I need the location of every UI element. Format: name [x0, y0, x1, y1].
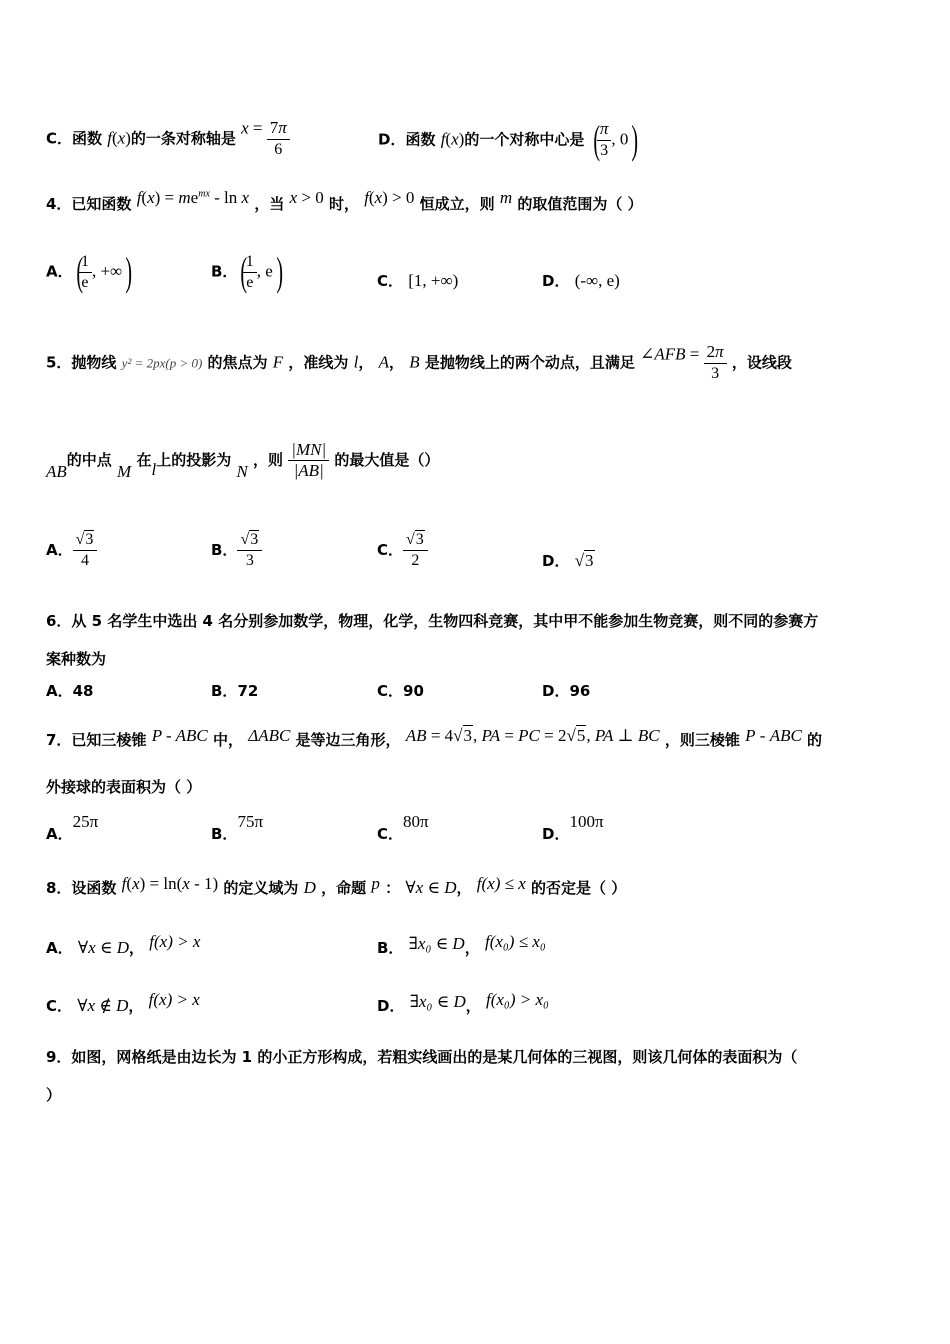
q3-option-d: D．函数 f(x)的一个对称中心是 ( $\frac{\pi}{3}$ , 0): [378, 117, 639, 162]
q6-option-b: B．72: [211, 682, 259, 700]
q4-option-b: B．( $\frac{1}{e}$ , e): [211, 249, 283, 294]
q8-option-c: C． ∀x ∉ D， f(x) > x: [46, 990, 200, 1015]
q4-stem: 4．已知函数 $f(x) = me^{mx} - \ln x$ ，当 x > 0 时， f(x) > 0 恒成立，则 m 的取值范围为（ ）: [46, 188, 643, 213]
q4-option-c: C． [1, +∞): [377, 271, 459, 290]
q7-stem-line1: 7．已知三棱锥 P - ABC 中， ΔABC 是等边三角形， AB = 4√3, PA = PC = 2√5, PA ⊥ BC ，则三棱锥 P - ABC 的: [46, 726, 823, 749]
q4-option-d: D． (-∞, e): [542, 271, 620, 290]
q5-stem-line1: 5．抛物线 y² = 2px(p > 0) 的焦点为 F ，准线为 l， A， B 是抛物线上的两个动点，且满足 ∠AFB = $\frac{2\pi}{3}$ ，设线段: [46, 342, 792, 382]
fx-math: f(x): [440, 129, 465, 149]
q9-stem-line2: ）: [46, 1086, 62, 1104]
q7-option-b: B．75π: [211, 812, 264, 843]
q8-option-a: A． ∀x ∈ D， f(x) > x: [46, 932, 201, 957]
q3-option-c: C．函数 f(x)的一条对称轴是 x = $\frac{7\pi}{6}$: [46, 118, 290, 160]
q8-stem: 8．设函数 f(x) = ln(x - 1) 的定义域为 D ，命题 p ： ∀x ∈ D， f(x) ≤ x 的否定是（ ）: [46, 874, 627, 897]
q5-option-c: C． $\frac{√3}{2}$: [377, 530, 428, 571]
q6-option-c: C．90: [377, 682, 424, 700]
q4-option-a: A．( $\frac{1}{e}$ , +∞): [46, 249, 133, 294]
q5-option-b: B． $\frac{√3}{3}$: [211, 530, 262, 571]
q7-option-d: D．100π: [542, 812, 604, 843]
q8-option-b: B． ∃x₀ ∈ D， f(x₀) ≤ x₀: [377, 932, 546, 957]
fx-math: f(x): [107, 128, 131, 148]
q6-option-d: D．96: [542, 682, 591, 700]
q8-option-d: D． ∃x₀ ∈ D， f(x₀) > x₀: [377, 990, 549, 1015]
q7-stem-line2: 外接球的表面积为（ ）: [46, 778, 202, 796]
q3-c-math: x =: [241, 118, 267, 138]
q6-stem-line2: 案种数为: [46, 650, 107, 668]
q7-option-c: C．80π: [377, 812, 429, 843]
q5-stem-line2: AB的中点 M 在l上的投影为 N ，则 $\frac{|MN|}{|AB|}$ 的最大值是（）: [46, 440, 440, 481]
q5-option-a: A． $\frac{√3}{4}$: [46, 530, 97, 571]
q6-stem-line1: 6．从 5 名学生中选出 4 名分别参加数学，物理，化学，生物四科竞赛，其中甲不能参加生物竞赛，则不同的参赛方: [46, 612, 819, 630]
q7-option-a: A．25π: [46, 812, 99, 843]
q9-stem-line1: 9．如图，网格纸是由边长为 1 的小正方形构成，若粗实线画出的是某几何体的三视图，则该几何体的表面积为（: [46, 1048, 798, 1066]
q4-function: $f(x) = me^{mx} - \ln x$: [136, 188, 250, 207]
q6-option-a: A．48: [46, 682, 94, 700]
q5-option-d: D． √3: [542, 551, 594, 570]
